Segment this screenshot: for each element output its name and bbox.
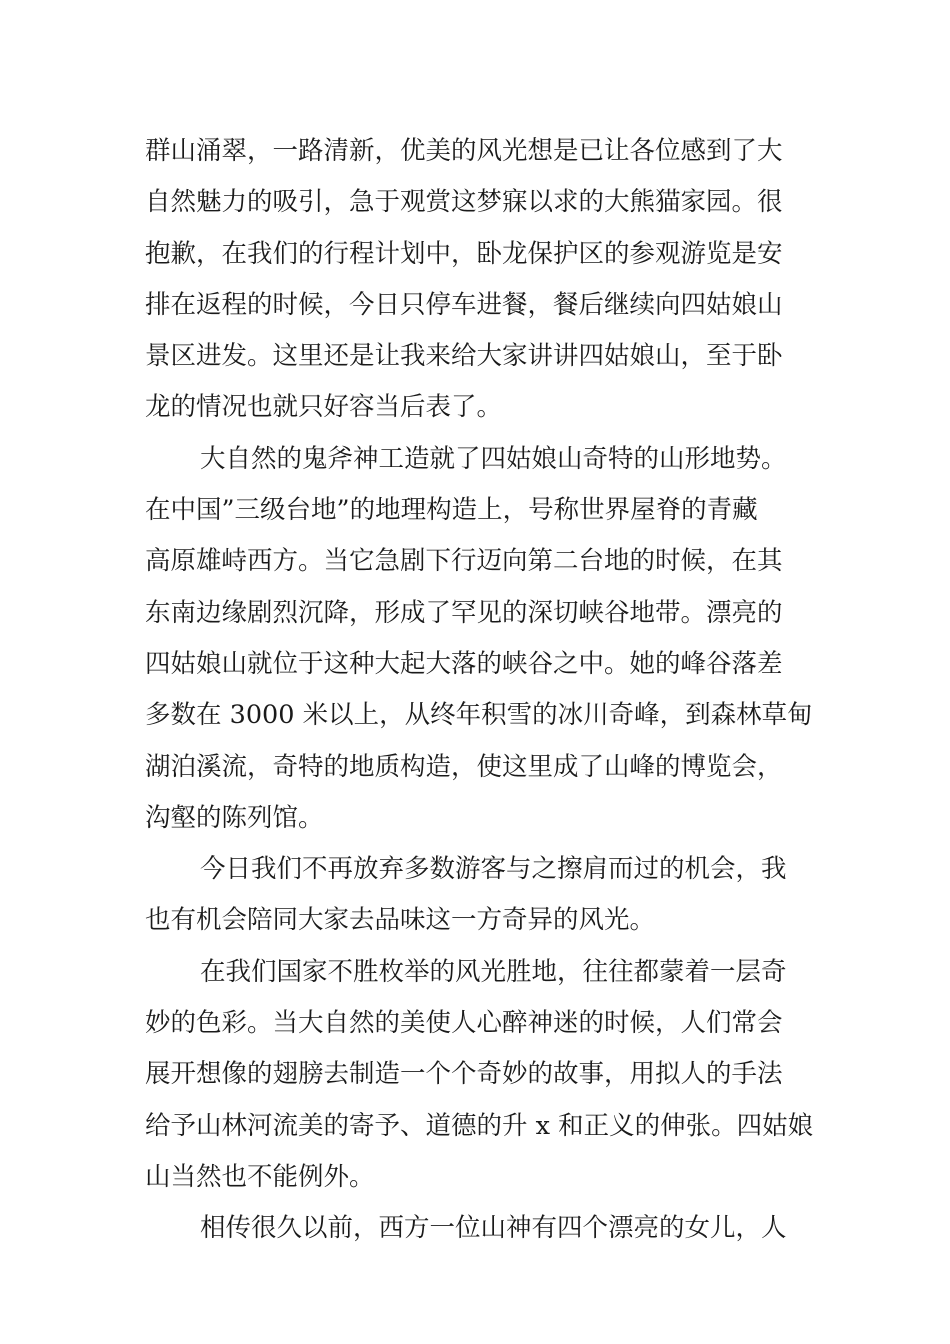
paragraph-1 [145, 126, 810, 434]
paragraph-3 [145, 844, 810, 947]
text-line: 自然魅力的吸引，急于观赏这梦寐以求的大熊猫家园。很 [145, 187, 783, 218]
text-line: 山当然也不能例外。 [145, 1161, 375, 1192]
text-line: 群山涌翠，一路清新，优美的风光想是已让各位感到了大 [145, 136, 783, 166]
paragraph-5 [145, 1203, 810, 1254]
paragraph-4 [145, 947, 814, 1203]
text-line: 湖泊溪流，奇特的地质构造，使这里成了山峰的博览会， [145, 751, 783, 782]
text-line: 龙的情况也就只好容当后表了。 [145, 392, 503, 423]
text-line: 也有机会陪同大家去品味这一方奇异的风光。 [145, 905, 656, 936]
text-line: 展开想像的翅膀去制造一个个奇妙的故事，用拟人的手法 [145, 1059, 783, 1090]
document-body [145, 126, 814, 1255]
paragraph-2 [145, 434, 813, 844]
text-line: 在我们国家不胜枚举的风光胜地，往往都蒙着一层奇 [200, 956, 787, 987]
text-line: 在中国”三级台地”的地理构造上，号称世界屋脊的青藏 [145, 495, 758, 526]
text-line: 高原雄峙西方。当它急剧下行迈向第二台地的时候，在其 [145, 546, 783, 577]
text-line: 相传很久以前，西方一位山神有四个漂亮的女儿，人 [200, 1213, 787, 1244]
text-line: 排在返程的时候，今日只停车进餐，餐后继续向四姑娘山 [145, 289, 783, 320]
text-line: 大自然的鬼斧神工造就了四姑娘山奇特的山形地势。 [200, 443, 787, 474]
text-line: 景区进发。这里还是让我来给大家讲讲四姑娘山，至于卧 [145, 341, 783, 372]
text-line: 沟壑的陈列馆。 [145, 802, 324, 833]
text-line: 四姑娘山就位于这种大起大落的峡谷之中。她的峰谷落差 [145, 648, 783, 679]
text-line: 东南边缘剧烈沉降，形成了罕见的深切峡谷地带。漂亮的 [145, 597, 783, 628]
text-line: 今日我们不再放弃多数游客与之擦肩而过的机会，我 [200, 854, 787, 885]
text-line: 多数在 3000 米以上，从终年积雪的冰川奇峰，到森林草甸 [145, 700, 813, 731]
text-line: 妙的色彩。当大自然的美使人心醉神迷的时候，人们常会 [145, 1008, 783, 1039]
text-line: 给予山林河流美的寄予、道德的升 x 和正义的伸张。四姑娘 [145, 1110, 814, 1141]
text-line: 抱歉，在我们的行程计划中，卧龙保护区的参观游览是安 [145, 238, 783, 269]
